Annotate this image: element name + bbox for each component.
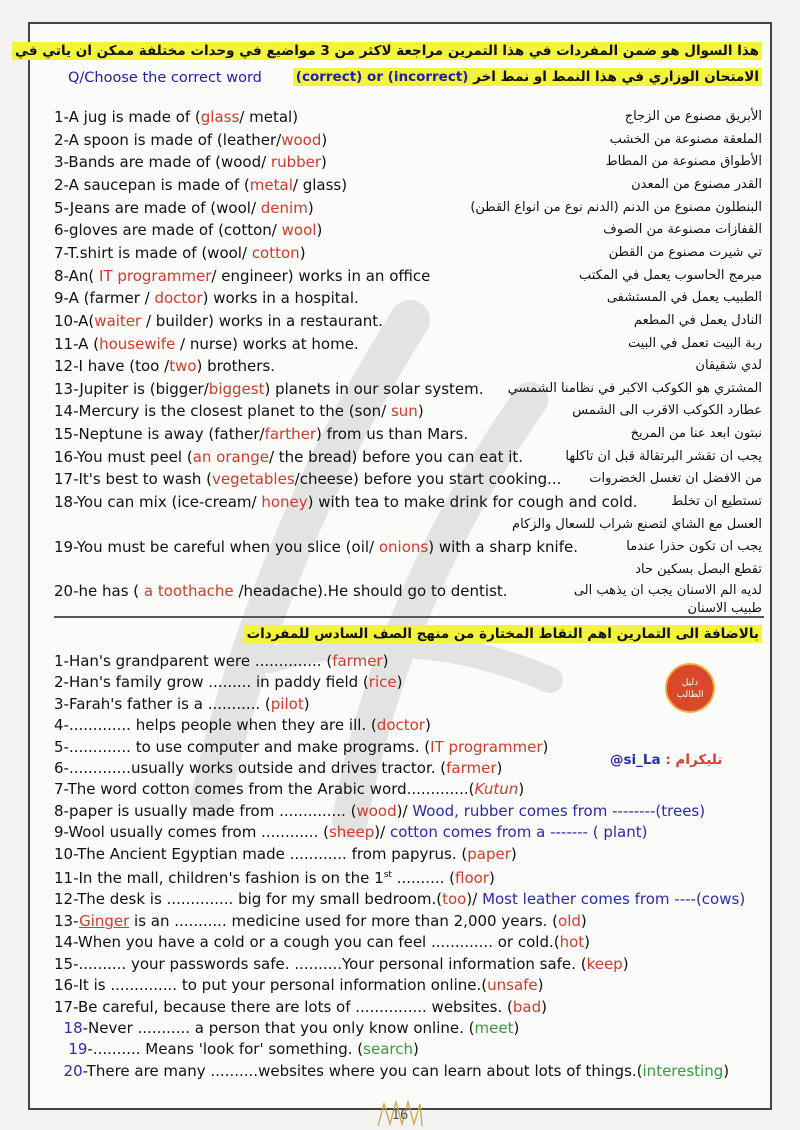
arabic-translation: الأطواق مصنوعة من المطاط xyxy=(605,154,762,170)
sentence-text: 8-An( xyxy=(54,266,100,285)
list-item: 7-The word cotton comes from the Arabic word.............(Kutun) xyxy=(54,780,525,799)
english-sentence xyxy=(54,244,306,262)
answer-word: housewife xyxy=(99,334,176,353)
section2-title: بالاضافة الى التمارين اهم النقاط المختارة من منهج الصف السادس للمفردات xyxy=(244,625,762,643)
list-item: 1-Han's grandparent were .............. (farmer) xyxy=(54,652,389,670)
answer-word: an orange xyxy=(192,447,269,466)
answer-word: a toothache xyxy=(143,582,234,601)
arabic-translation: الطبيب يعمل في المستشفى xyxy=(606,290,762,306)
list-item xyxy=(54,380,762,402)
english-sentence xyxy=(54,131,327,149)
answer-word: wood xyxy=(281,130,322,149)
sentence-text: 11-A ( xyxy=(54,334,100,353)
answer-word: sun xyxy=(390,402,418,421)
arabic-translation: يجب ان تكون حذرا عندما xyxy=(626,538,762,554)
english-sentence xyxy=(54,380,484,398)
sentence-text: / glass) xyxy=(292,175,348,194)
list-item xyxy=(54,153,762,175)
english-sentence xyxy=(54,153,327,171)
arabic-translation: ربة البيت تعمل في البيت xyxy=(627,335,762,351)
list-item: 19-.......... Means 'look for' something. (search) xyxy=(68,1040,419,1059)
sentence-text: ) from us than Mars. xyxy=(316,425,469,444)
english-sentence xyxy=(54,312,383,330)
list-item xyxy=(54,267,762,289)
list-item xyxy=(54,108,762,130)
sentence-text: 3-Bands are made of (wood/ xyxy=(54,153,271,172)
answer-word: vegetables xyxy=(211,470,295,489)
answer-word: cotton xyxy=(251,243,300,262)
header-line-2-english: (correct) or (incorrect) xyxy=(295,69,469,85)
sentence-text: 14-Mercury is the closest planet to the (son/ xyxy=(54,402,391,421)
sentence-text: ) works in a hospital. xyxy=(202,289,359,308)
list-item: 15-.......... your passwords safe. ..........Your personal information safe. (keep) xyxy=(54,954,629,973)
list-item xyxy=(54,470,762,492)
list-item xyxy=(54,335,762,357)
sentence-text: 6-gloves are made of (cotton/ xyxy=(54,221,282,240)
answer-word: IT programmer xyxy=(99,266,212,285)
answer-word: doctor xyxy=(154,289,203,308)
list-item: 13-Ginger is an ........... medicine used for more than 2,000 years. (old) xyxy=(54,911,587,930)
list-item xyxy=(54,425,762,447)
arabic-translation: لدي شقيقان xyxy=(695,358,762,374)
list-item: 2-Han's family grow ......... in paddy field (rice) xyxy=(54,673,403,692)
list-item xyxy=(54,538,762,560)
arabic-translation: تستطيع ان تخلط xyxy=(671,494,762,510)
english-sentence xyxy=(54,289,359,307)
sentence-text: 2-A spoon is made of (leather/ xyxy=(54,130,282,149)
sentence-text: ) xyxy=(316,221,323,240)
list-item xyxy=(54,357,762,379)
answer-word: rubber xyxy=(270,153,322,172)
sentence-text: 18-You can mix (ice-cream/ xyxy=(54,493,262,512)
arabic-translation: من الافضل ان تغسل الخضروات xyxy=(589,471,762,487)
sentence-text: ) xyxy=(417,402,424,421)
answer-word: denim xyxy=(260,198,308,217)
telegram-label: تليكرام : xyxy=(665,752,723,768)
english-sentence xyxy=(54,582,508,600)
list-item: 10-The Ancient Egyptian made ............ from papyrus. (paper) xyxy=(54,844,517,863)
arabic-translation: لديه الم الاسنان يجب ان يذهب الى xyxy=(573,583,762,599)
sentence-text: ) xyxy=(307,198,314,217)
page-number: 16 xyxy=(391,1108,409,1123)
logo xyxy=(665,663,715,713)
answer-word: onions xyxy=(378,537,429,556)
list-item xyxy=(54,582,762,604)
section-divider xyxy=(54,616,764,618)
sentence-text: 2-A saucepan is made of ( xyxy=(54,175,250,194)
arabic-translation: القدر مصنوع من المعدن xyxy=(631,176,762,192)
arabic-translation: الأبريق مصنوع من الزجاج xyxy=(624,109,762,124)
sentence-text: ) xyxy=(321,130,328,149)
header-line-2 xyxy=(293,68,762,86)
arabic-translation: تي شيرت مصنوع من القطن xyxy=(608,244,762,260)
english-sentence xyxy=(54,357,275,375)
question-label: Q/Choose the correct word xyxy=(68,70,262,86)
answer-word: metal xyxy=(249,175,293,194)
list-item: 8-paper is usually made from .............. (wood)/ Wood, rubber comes from --------(trees) xyxy=(54,801,706,820)
sentence-text: ) with tea to make drink for cough and cold. xyxy=(307,493,638,512)
list-item: 16-It is .............. to put your personal information online.(unsafe) xyxy=(54,976,544,995)
english-sentence xyxy=(54,448,523,466)
arabic-translation: القفازات مصنوعة من الصوف xyxy=(603,222,762,238)
sentence-text: 19-You must be careful when you slice (oil/ xyxy=(54,537,379,556)
sentence-text: 13-Jupiter is (bigger/ xyxy=(54,379,209,398)
continuation-20: طبيب الاسنان xyxy=(687,601,762,616)
answer-word: biggest xyxy=(208,379,265,398)
sentence-text: 1-A jug is made of ( xyxy=(54,108,201,126)
english-sentence xyxy=(54,402,424,420)
sentence-text: ) brothers. xyxy=(196,357,276,376)
english-sentence xyxy=(54,335,359,353)
list-item xyxy=(54,221,762,243)
sentence-text: ) xyxy=(321,153,327,172)
english-sentence xyxy=(54,538,578,556)
sentence-text: 10-A( xyxy=(54,311,95,330)
sentence-text: ) with a sharp knife. xyxy=(428,537,578,556)
list-item xyxy=(54,448,762,470)
list-item xyxy=(54,289,762,311)
list-item: 6-.............usually works outside and drives tractor. (farmer) xyxy=(54,759,503,778)
list-item xyxy=(54,312,762,334)
answer-word: wool xyxy=(281,221,317,240)
list-item: 4-............. helps people when they are ill. (doctor) xyxy=(54,716,431,735)
sentence-text: 5-Jeans are made of (wool/ xyxy=(54,198,261,217)
sentence-text: 16-You must peel ( xyxy=(54,447,193,466)
sentence-text: / the bread) before you can eat it. xyxy=(268,447,524,466)
list-item xyxy=(54,493,762,515)
list-item xyxy=(54,199,762,221)
arabic-translation: نبتون ابعد عنا من المريخ xyxy=(630,426,762,442)
list-item: 9-Wool usually comes from ............ (sheep)/ cotton comes from a ------- ( plant) xyxy=(54,823,648,842)
list-item: 17-Be careful, because there are lots of ............... websites. (bad) xyxy=(54,997,547,1016)
sentence-text: 7-T.shirt is made of (wool/ xyxy=(54,243,252,262)
answer-word: waiter xyxy=(94,311,142,330)
english-sentence xyxy=(54,221,322,239)
list-item xyxy=(54,402,762,424)
arabic-translation: يجب ان تقشر البرتقالة قبل ان تاكلها xyxy=(565,448,762,464)
list-item: 14-When you have a cold or a cough you can feel ............. or cold.(hot) xyxy=(54,933,591,952)
answer-word: glass xyxy=(200,108,240,126)
sentence-text: / nurse) works at home. xyxy=(175,334,359,353)
header-line-2-arabic: الامتحان الوزاري في هذا النمط او نمط اخر xyxy=(473,69,759,85)
sentence-text: /cheese) before you start cooking... xyxy=(294,470,562,489)
arabic-translation: النادل يعمل في المطعم xyxy=(633,312,762,328)
answer-word: two xyxy=(169,357,197,376)
sentence-text: / metal) xyxy=(239,108,299,126)
arabic-translation: المشتري هو الكوكب الاكبر في نظامنا الشمسي xyxy=(507,380,762,396)
sentence-text: 9-A (farmer / xyxy=(54,289,155,308)
sentence-text: 20-he has ( xyxy=(54,582,144,601)
answer-word: farther xyxy=(264,425,317,444)
english-sentence xyxy=(54,470,561,488)
list-item xyxy=(54,131,762,153)
english-sentence xyxy=(54,425,468,443)
sentence-text: 15-Neptune is away (father/ xyxy=(54,425,265,444)
english-sentence xyxy=(54,493,638,511)
sentence-text: / builder) works in a restaurant. xyxy=(141,311,383,330)
sentence-text: 12-I have (too / xyxy=(54,357,170,376)
list-item xyxy=(54,176,762,198)
answer-word: honey xyxy=(261,493,308,512)
sentence-text: / engineer) works in an office xyxy=(211,266,431,285)
list-item: 11-In the mall, children's fashion is on the 1st .......... (floor) xyxy=(54,869,495,888)
continuation-18: العسل مع الشاي لتصنع شراب للسعال والزكام xyxy=(512,517,762,532)
arabic-translation: عطارد الكوكب الاقرب الى الشمس xyxy=(572,403,762,419)
sentence-text: /headache).He should go to dentist. xyxy=(233,582,508,601)
arabic-translation: مبرمج الحاسوب يعمل في المكتب xyxy=(579,267,762,283)
english-sentence xyxy=(54,108,298,126)
sentence-text: ) planets in our solar system. xyxy=(264,379,484,398)
list-item xyxy=(54,244,762,266)
english-sentence xyxy=(54,199,314,217)
telegram-handle xyxy=(610,752,722,768)
list-item: 12-The desk is .............. big for my small bedroom.(too)/ Most leather comes from ----(cows) xyxy=(54,890,746,909)
header-line-1: هذا السوال هو ضمن المفردات في هذا التمرين مراجعة لاكثر من 3 مواضيع في وحدات مختلفة ممكن ان ياتي في xyxy=(12,42,762,60)
arabic-translation: الملعقة مصنوعة من الخشب xyxy=(609,131,762,147)
sentence-text: ) xyxy=(299,243,306,262)
section2-list xyxy=(54,651,754,1082)
arabic-translation: البنطلون مصنوع من الدنم (الدنم نوع من انواع القطن) xyxy=(470,199,762,215)
list-item: 3-Farah's father is a ........... (pilot) xyxy=(54,694,310,713)
list-item: 18-Never ........... a person that you only know online. (meet) xyxy=(63,1018,520,1037)
continuation-19: تقطع البصل بسكين حاد xyxy=(635,562,762,577)
telegram-username: @si_La xyxy=(610,752,661,768)
english-sentence xyxy=(54,267,430,285)
list-item: 5-............. to use computer and make programs. (IT programmer) xyxy=(54,737,549,756)
logo-text: دليل الطالب xyxy=(676,678,704,700)
english-sentence xyxy=(54,176,347,194)
list-item: 20-There are many ..........websites where you can learn about lots of things.(interesting) xyxy=(63,1061,730,1080)
sentence-text: 17-It's best to wash ( xyxy=(54,470,212,489)
